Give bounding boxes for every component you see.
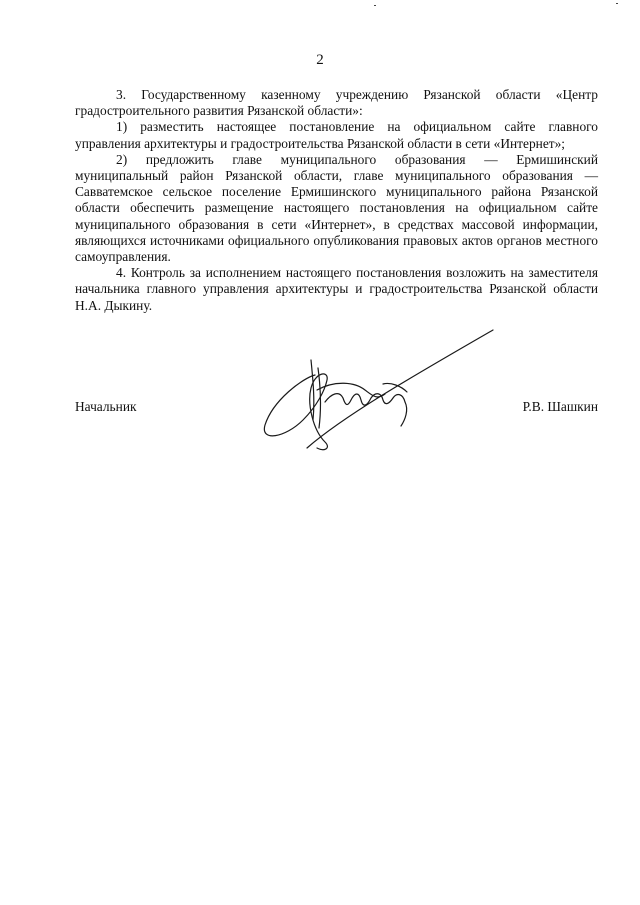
paragraph-3-2: 2) предложить главе муниципального образования — Ермишинский муниципальный район Рязанской области, главе муниципального образования — Савватемское сельское поселение Ермишинского муниципального района Рязанской области обеспечить размещение настоящего постановления на официальном сайте муниципального образования в сети «Интернет», в средствах массовой информации, являющихся источниками официального опубликования правовых актов органов местного самоуправления. (75, 151, 598, 265)
paragraph-3-1: 1) разместить настоящее постановление на официальном сайте главного управления архитектуры и градостроительства Рязанской области в сети «Интернет»; (75, 119, 598, 151)
scan-artifact (374, 5, 376, 6)
signatory-name: Р.В. Шашкин (522, 399, 598, 414)
paragraph-4: 4. Контроль за исполнением настоящего постановления возложить на заместителя начальника главного управления архитектуры и градостроительства Рязанской области Н.А. Дыкину. (75, 265, 598, 313)
page-number: 2 (316, 52, 324, 68)
handwritten-signature (255, 320, 505, 460)
document-body (75, 87, 598, 314)
signatory-title: Начальник (75, 399, 137, 414)
paragraph-3: 3. Государственному казенному учреждению Рязанской области «Центр градостроительного развития Рязанской области»: (75, 87, 598, 119)
scan-artifact (616, 3, 618, 4)
